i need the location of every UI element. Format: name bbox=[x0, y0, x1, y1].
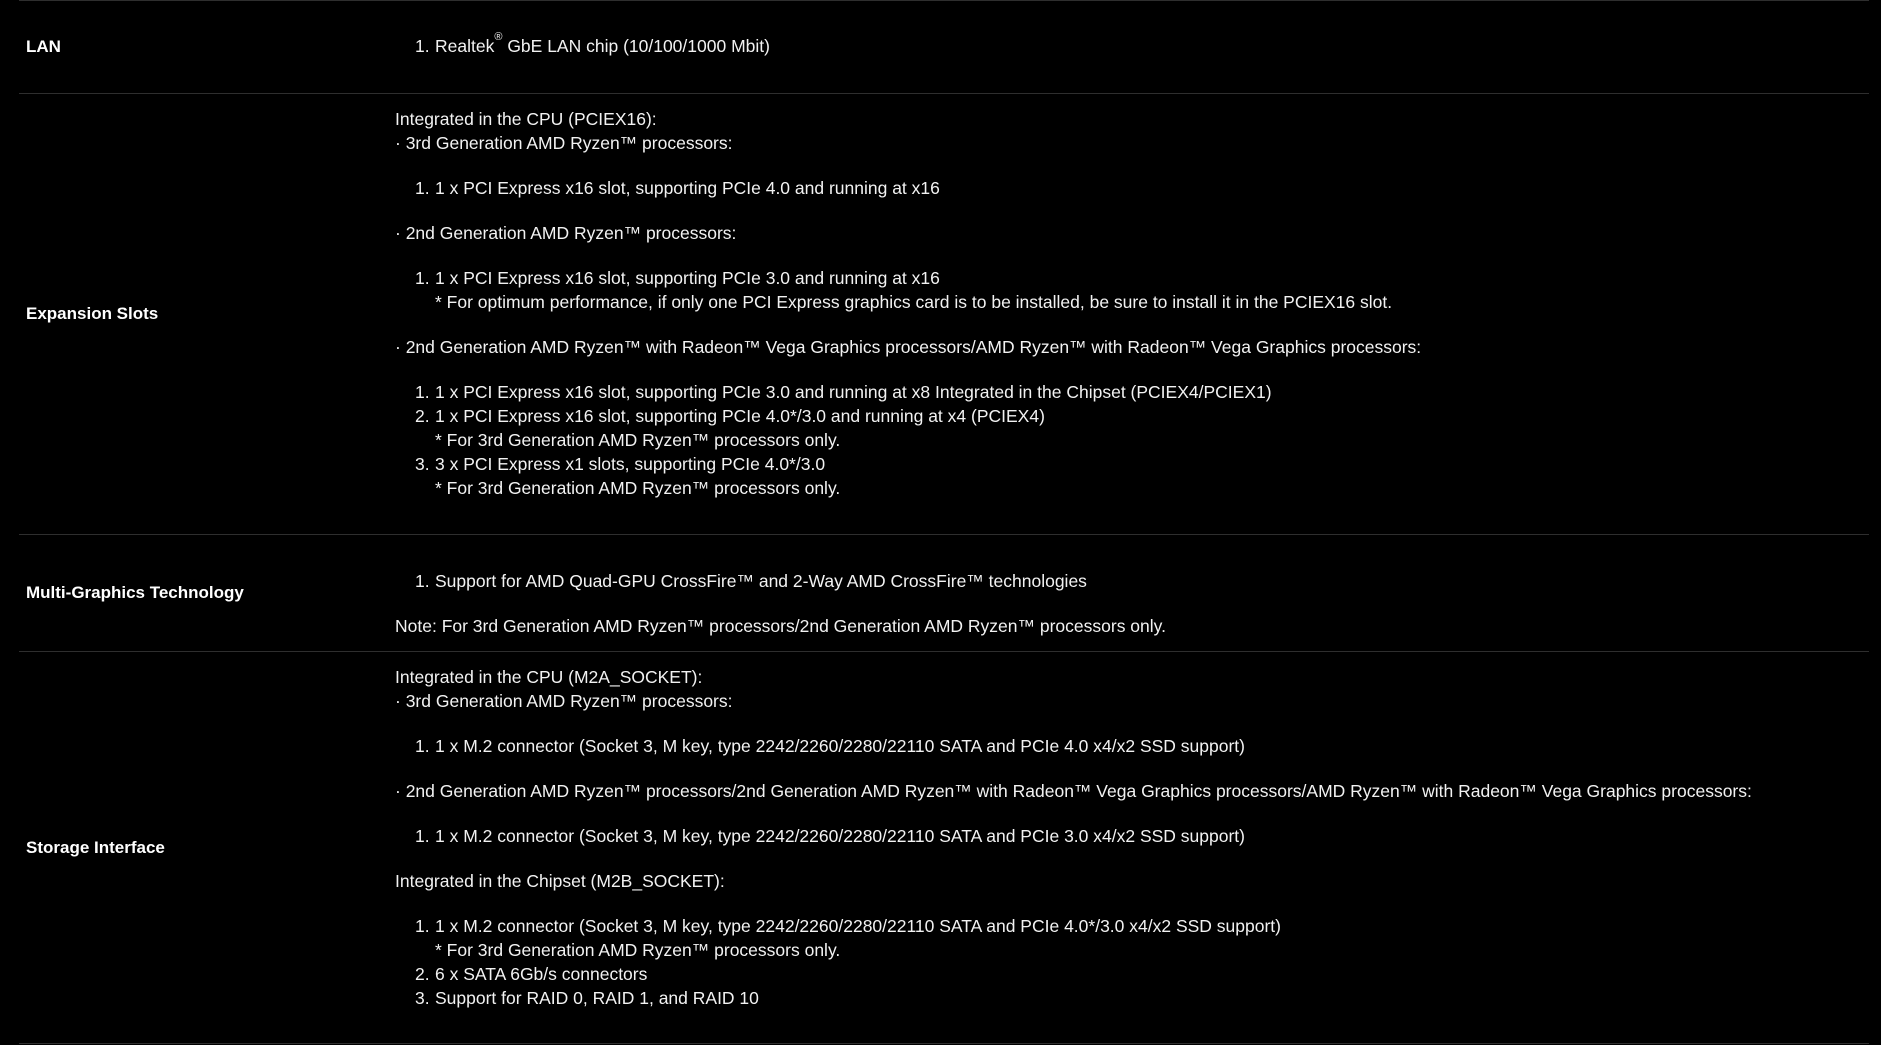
spec-label-multi-graphics: Multi-Graphics Technology bbox=[26, 583, 244, 602]
spec-label-storage-interface: Storage Interface bbox=[26, 838, 165, 857]
spec-label-expansion-slots: Expansion Slots bbox=[26, 304, 159, 323]
cpu-heading: Integrated in the CPU (PCIEX16): bbox=[395, 109, 657, 129]
spec-row-lan: LAN 1. Realtek® GbE LAN chip (10/100/1000 Mbit) bbox=[19, 0, 1869, 93]
chipset-heading: Integrated in the Chipset (M2B_SOCKET): bbox=[395, 871, 725, 891]
footnote: * For 3rd Generation AMD Ryzen™ processors only. bbox=[435, 940, 841, 960]
gen2-heading: · 2nd Generation AMD Ryzen™ processors: bbox=[395, 223, 737, 243]
footnote: * For 3rd Generation AMD Ryzen™ processors only. bbox=[435, 478, 841, 498]
spec-row-storage-interface: Storage Interface Integrated in the CPU (M2A_SOCKET): · 3rd Generation AMD Ryzen™ processors: 1. 1 x M.2 connector (Socket 3, M key, type 2242/2260/2280/22110 SATA and PCIe 4.0 x4/x2 SSD support) · 2nd Generation AMD Ryzen™ processors/2nd Generation AMD Ryzen™ with Radeon™ Vega Graphics processors/AMD Ryzen™ with Radeon™ Vega Graphics processors: 1. 1 x M.2 connector (Socket 3, M key, type 2242/2260/2280/22110 SATA and PCIe 3.0 x4/x2 SSD support) Integrated in the Chipset (M2B_SOCKET): 1. 1 x M.2 connector (Socket 3, M key, type 2242/2260/2280/22110 SATA and PCIe 4.0*/3.0 x4/x2 SSD support) * For 3rd Generation AMD Ryzen™ processors only. 2. 6 x SATA 6Gb/s connectors 3. Support for RAID 0, RAID 1, and RAID 10 bbox=[19, 651, 1869, 1043]
lan-chip-brand: Realtek bbox=[435, 36, 495, 56]
gen2-heading: · 2nd Generation AMD Ryzen™ processors/2nd Generation AMD Ryzen™ with Radeon™ Vega Graphics processors/AMD Ryzen™ with Radeon™ Vega Graphics processors: bbox=[395, 781, 1752, 801]
gen3-heading: · 3rd Generation AMD Ryzen™ processors: bbox=[395, 133, 733, 153]
multi-graphics-note: Note: For 3rd Generation AMD Ryzen™ processors/2nd Generation AMD Ryzen™ processors only. bbox=[395, 616, 1166, 636]
spec-row-multi-graphics: Multi-Graphics Technology 1. Support for AMD Quad-GPU CrossFire™ and 2-Way AMD CrossFire™ technologies Note: For 3rd Generation AMD Ryzen™ processors/2nd Generation AMD Ryzen™ processors only. bbox=[19, 534, 1869, 651]
footnote: * For optimum performance, if only one PCI Express graphics card is to be installed, be sure to install it in the PCIEX16 slot. bbox=[435, 292, 1393, 312]
vega-heading: · 2nd Generation AMD Ryzen™ with Radeon™ Vega Graphics processors/AMD Ryzen™ with Radeon™ Vega Graphics processors: bbox=[395, 337, 1422, 357]
cpu-heading: Integrated in the CPU (M2A_SOCKET): bbox=[395, 667, 703, 687]
table-bottom-divider bbox=[19, 1043, 1869, 1044]
spec-label-lan: LAN bbox=[26, 37, 61, 56]
lan-chip-desc: GbE LAN chip (10/100/1000 Mbit) bbox=[502, 36, 770, 56]
footnote: * For 3rd Generation AMD Ryzen™ processors only. bbox=[435, 430, 841, 450]
spec-row-expansion-slots: Expansion Slots Integrated in the CPU (PCIEX16): · 3rd Generation AMD Ryzen™ processors: 1. 1 x PCI Express x16 slot, supporting PCIe 4.0 and running at x16 · 2nd Generation AMD Ryzen™ processors: 1. 1 x PCI Express x16 slot, supporting PCIe 3.0 and running at x16 * For optimum performance, if only one PCI Express graphics card is to be installed, be sure to install it in the PCIEX16 slot. · 2nd Generation AMD Ryzen™ with Radeon™ Vega Graphics processors/AMD Ryzen™ with Radeon™ Vega Graphics processors: 1. 1 x PCI Express x16 slot, supporting PCIe 3.0 and running at x8 Integrated in the Chipset (PCIEX4/PCIEX1) 2. 1 x PCI Express x16 slot, supporting PCIe 4.0*/3.0 and running at x4 (PCIEX4) * For 3rd Generation AMD Ryzen™ processors only. 3. 3 x PCI Express x1 slots, supporting PCIe 4.0*/3.0 * For 3rd Generation AMD Ryzen™ processors only. bbox=[19, 93, 1869, 534]
gen3-heading: · 3rd Generation AMD Ryzen™ processors: bbox=[395, 691, 733, 711]
registered-mark: ® bbox=[494, 31, 503, 44]
